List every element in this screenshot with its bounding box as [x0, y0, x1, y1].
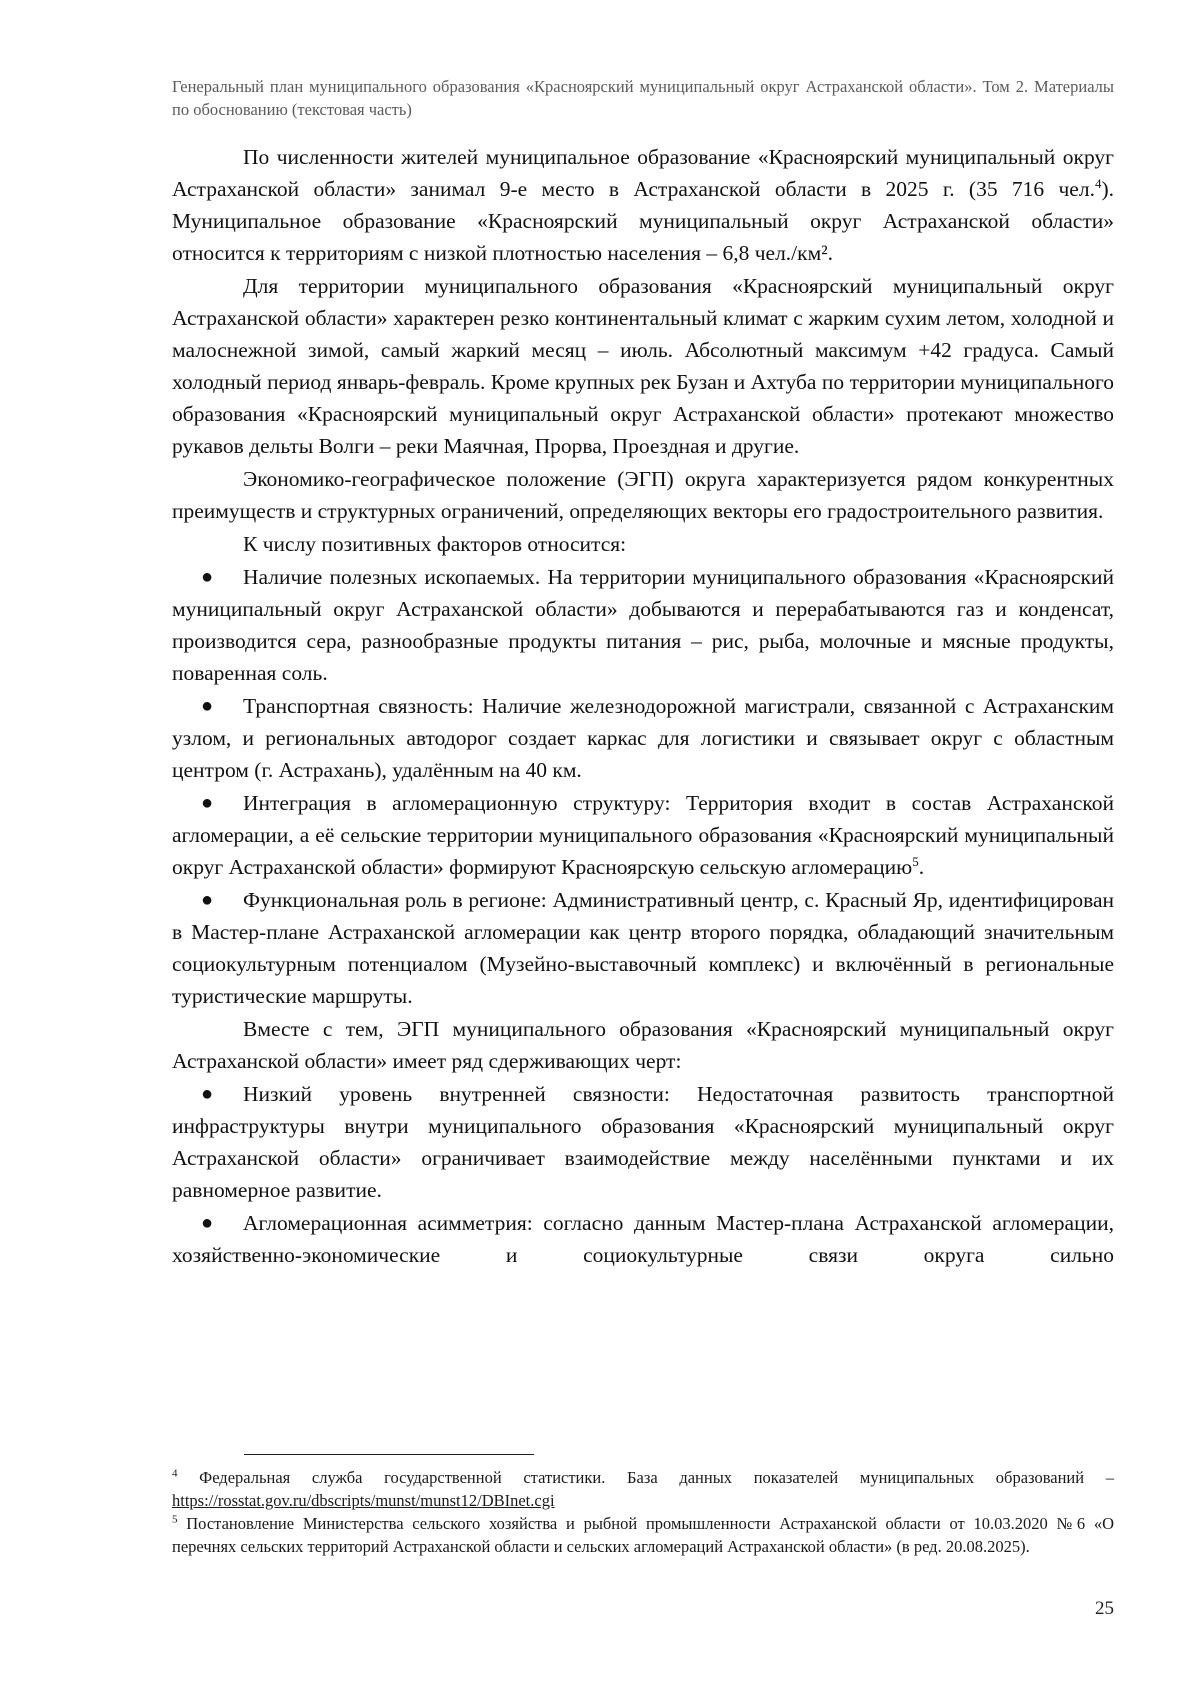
paragraph-population — [172, 141, 1114, 269]
paragraph-climate: Для территории муниципального образования «Красноярский муниципальный округ Астраханской области» характерен резко континентальный климат с жарким сухим летом, холодной и малоснежной зимой, самый жаркий месяц – июль. Абсолютный максимум +42 градуса. Самый холодный период январь-февраль. Кроме крупных рек Бузан и Ахтуба по территории муниципального образования «Красноярский муниципальный округ Астраханской области» протекают множество рукавов дельты Волги – реки Маячная, Прорва, Проездная и другие. — [172, 274, 1114, 458]
list-item — [172, 884, 1114, 1012]
bullet-icon: ● — [201, 1212, 214, 1234]
list-item-text: Наличие полезных ископаемых. На территории муниципального образования «Красноярский муниципальный округ Астраханской области» добываются и перерабатываются газ и конденсат, производится сера, разнообразные продукты питания – рис, рыба, молочные и мясные продукты, поваренная соль. — [172, 565, 1114, 685]
main-text — [172, 141, 1114, 1272]
footnote-link[interactable]: https://rosstat.gov.ru/dbscripts/munst/munst12/DBInet.cgi — [172, 1491, 555, 1510]
footnote-4 — [172, 1466, 1114, 1512]
bullet-icon: ● — [201, 695, 214, 717]
list-item — [172, 1207, 1114, 1271]
bullet-icon: ● — [201, 792, 214, 814]
paragraph-text: ). Муниципальное образование «Красноярский муниципальный округ Астраханской области» относится к территориям с низкой плотностью населения – 6,8 чел./км². — [172, 177, 1114, 265]
footnote-text: Федеральная служба государственной статистики. База данных показателей муниципальных образований – — [177, 1468, 1114, 1487]
page-number: 25 — [1095, 1598, 1114, 1619]
list-item-text: Агломерационная асимметрия: согласно данным Мастер-плана Астраханской агломерации, хозяйственно-экономические и социокультурные связи округа сильно — [172, 1211, 1114, 1267]
running-header: Генеральный план муниципального образования «Красноярский муниципальный округ Астраханской области». Том 2. Материалы по обоснованию (текстовая часть) — [172, 77, 1114, 119]
list-item-text: . — [918, 855, 925, 879]
list-item — [172, 1078, 1114, 1206]
paragraph-positive-intro: К числу позитивных факторов относится: — [243, 532, 627, 556]
bullet-icon: ● — [201, 566, 214, 588]
footnote-separator — [244, 1454, 534, 1455]
list-item-text: Транспортная связность: Наличие железнодорожной магистрали, связанной с Астраханским узлом, и региональных автодорог создает каркас для логистики и связывает округ с областным центром (г. Астрахань), удалённым на 40 км. — [172, 694, 1114, 782]
footnote-ref-4[interactable]: 4 — [1094, 175, 1102, 191]
footnote-number: 4 — [172, 1467, 178, 1480]
list-item-text: Интеграция в агломерационную структуру: Территория входит в состав Астраханской агломерации, а её сельские территории муниципального образования «Красноярский муниципальный округ Астраханской области» формируют Красноярскую сельскую агломерацию — [172, 791, 1114, 879]
list-item — [172, 561, 1114, 689]
footnote-ref-5[interactable]: 5 — [912, 853, 919, 869]
paragraph-egp: Экономико-географическое положение (ЭГП) округа характеризуется рядом конкурентных преимуществ и структурных ограничений, определяющих векторы его градостроительного развития. — [172, 467, 1114, 523]
list-item — [172, 690, 1114, 786]
bullet-icon: ● — [201, 1083, 214, 1105]
list-item — [172, 787, 1114, 883]
list-item-text: Функциональная роль в регионе: Административный центр, с. Красный Яр, идентифицирован в Мастер-плане Астраханской агломерации как центр второго порядка, обладающий значительным социокультурным потенциалом (Музейно-выставочный комплекс) и включённый в региональные туристические маршруты. — [172, 888, 1114, 1008]
footnote-number: 5 — [172, 1513, 178, 1526]
paragraph-negative-intro: Вместе с тем, ЭГП муниципального образования «Красноярский муниципальный округ Астраханской области» имеет ряд сдерживающих черт: — [172, 1017, 1114, 1073]
list-item-text: Низкий уровень внутренней связности: Недостаточная развитость транспортной инфраструктуры внутри муниципального образования «Красноярский муниципальный округ Астраханской области» ограничивает взаимодействие между населёнными пунктами и их равномерное развитие. — [172, 1082, 1114, 1202]
footnote-text: Постановление Министерства сельского хозяйства и рыбной промышленности Астраханской области от 10.03.2020 №6 «О перечнях сельских территорий Астраханской области и сельских агломераций Астраханской области» (в ред. 20.08.2025). — [172, 1514, 1114, 1556]
bullet-icon: ● — [201, 889, 214, 911]
footnotes — [172, 1466, 1114, 1558]
paragraph-text: По численности жителей муниципальное образование «Красноярский муниципальный округ Астраханской области» занимал 9-е место в Астраханской области в 2025 г. (35 716 чел. — [172, 145, 1114, 201]
footnote-5 — [172, 1512, 1114, 1558]
